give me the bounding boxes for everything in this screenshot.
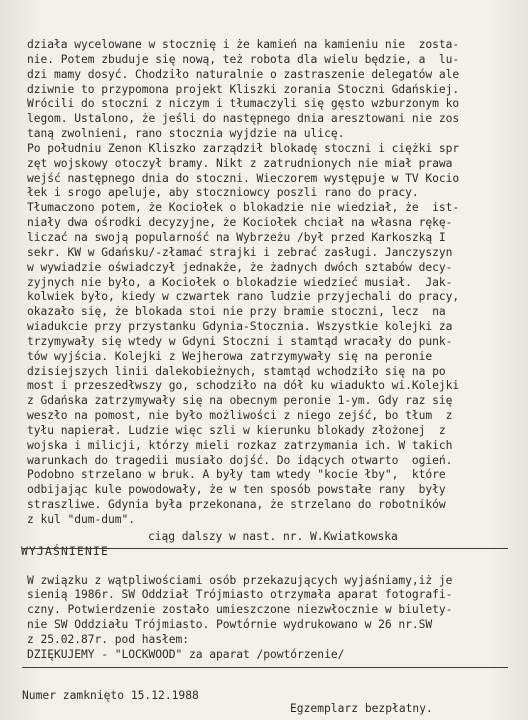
body-line: odbijając kule powodowały, że w ten sposób powstałe rany były xyxy=(0,483,446,497)
notice-line: DZIĘKUJEMY - "LOCKWOOD" za aparat /powtórzenie/ xyxy=(0,647,345,661)
body-line: kolwiek było, kiedy w czwartek rano ludzie przyjechali do pracy, xyxy=(0,290,460,304)
body-line: dziwnie to przypomona projekt Kliszki zorania Stoczni Gdańskiej. xyxy=(0,82,460,96)
body-line: w wywiadzie oświadczył jednakże, że żadnych dwóch sztabów decy- xyxy=(0,260,453,274)
body-line: wojska i milicji, którzy mieli rozkaz zatrzymania ich. W takich xyxy=(0,438,453,452)
notice-line: czny. Potwierdzenie zostało umieszczone niezwłocznie w biulety- xyxy=(0,603,453,617)
body-line: zyjnych nie było, a Kociołek o blokadzie wiedzieć musiał. Jak- xyxy=(0,275,453,289)
continuation-note: ciąg dalszy w nast. nr. W.Kwiatkowska xyxy=(148,529,398,543)
body-line: trzymywały się wtedy w Gdyni Stoczni i stamtąd wracały do punk- xyxy=(0,334,453,348)
body-line: dzisiejszych linii dalekobieżnych, stamtąd wchodziło się na po xyxy=(0,364,446,378)
body-line: niały dwa ośrodki decyzyjne, że Kociołek chciał na własna rękę- xyxy=(0,216,453,230)
body-line: Po południu Zenon Kliszko zarządził blokadę stoczni i ciężki spr xyxy=(0,141,460,155)
body-line: most i przeszedłwszy go, schodziło na dół ku wiadukto wi.Kolejki xyxy=(0,379,460,393)
body-line: łek i srogo apeluje, aby stoczniowcy poszli rano do pracy. xyxy=(0,186,419,200)
notice-line: W związku z wątpliwościami osób przekazujących wyjaśniamy,iż je xyxy=(0,573,453,587)
body-line: działa wycelowane w stocznię i że kamień na kamieniu nie zosta- xyxy=(0,38,460,51)
body-line: zęt wojskowy otoczył bramy. Nikt z zatrudnionych nie miał prawa xyxy=(0,156,453,170)
free-copy-note: Egzemplarz bezpłatny. xyxy=(290,702,433,715)
body-line: dzi mamy dosyć. Chodziło naturalnie o zastraszenie delegatów ale xyxy=(0,67,460,81)
notice-line: nie SW Oddziału Trójmiasto. Powtórnie wydrukowano w 26 nr.SW xyxy=(0,618,433,632)
body-line: wiadukcie przy przystanku Gdynia-Stocznia. Wszystkie kolejki za xyxy=(0,320,453,334)
body-line: Podobno strzelano w bruk. A były tam wtedy "kocie łby", które xyxy=(0,468,446,482)
body-line: Wrócili do stoczni z niczym i tłumaczyli się gęsto wzburzonym ko xyxy=(0,97,460,111)
body-line: legom. Ustalono, że jeśli do następnego dnia aresztowani nie zos xyxy=(0,112,460,126)
body-line: z Gdańska zatrzymywały się na obecnym peronie 1-ym. Gdy raz się xyxy=(0,394,453,408)
footer xyxy=(0,676,528,715)
body-line: taną zwolnieni, rano stocznia wyjdzie na ulicę. xyxy=(0,127,345,141)
body-line: sekr. KW w Gdańsku/-złamać strajki i zebrać zasługi. Janczyszyn xyxy=(0,245,453,259)
body-line: nie. Potem zbuduje się nową, też robota dla wielu będzie, a lu- xyxy=(0,52,460,66)
body-line: warunkach do tragedii musiało dojść. Do idących otwarto ogień. xyxy=(0,453,453,467)
body-line: wejść następnego dnia do stoczni. Wieczorem występuje w TV Kocio xyxy=(0,171,460,185)
notice-line: z 25.02.87r. pod hasłem: xyxy=(0,632,190,646)
body-line: tyłu napierał. Ludzie więc szli w kierunku blokady złożonej z xyxy=(0,423,446,437)
body-line: z kul "dum-dum". xyxy=(0,513,136,526)
body-line: Tłumaczono potem, że Kociołek o blokadzie nie wiedział, że ist- xyxy=(0,201,460,215)
signature-rule xyxy=(22,548,508,549)
footer-rule xyxy=(22,667,508,668)
article-body xyxy=(0,38,528,663)
body-line: liczać na swoją popularność na Wybrzeżu /był przed Karkoszką I xyxy=(0,230,446,244)
issue-closed-date: Numer zamknięto 15.12.1988 xyxy=(22,689,199,702)
notice-line: sienią 1986r. SW Oddział Trójmiasto otrzymała aparat fotografi- xyxy=(0,588,453,602)
section-heading: WYJAŚNIENIE xyxy=(21,544,110,558)
body-line: okazało się, że blokada stoi nie przy bramie stoczni, lecz na xyxy=(0,305,446,319)
body-line: straszliwe. Gdynia była przekonana, że strzelano do robotników xyxy=(0,498,446,512)
body-line: weszło na pomost, nie było możliwości z niego zejść, bo tłum z xyxy=(0,409,453,423)
body-line: tów wyjścia. Kolejki z Wejherowa zatrzymywały się na peronie xyxy=(0,349,433,363)
